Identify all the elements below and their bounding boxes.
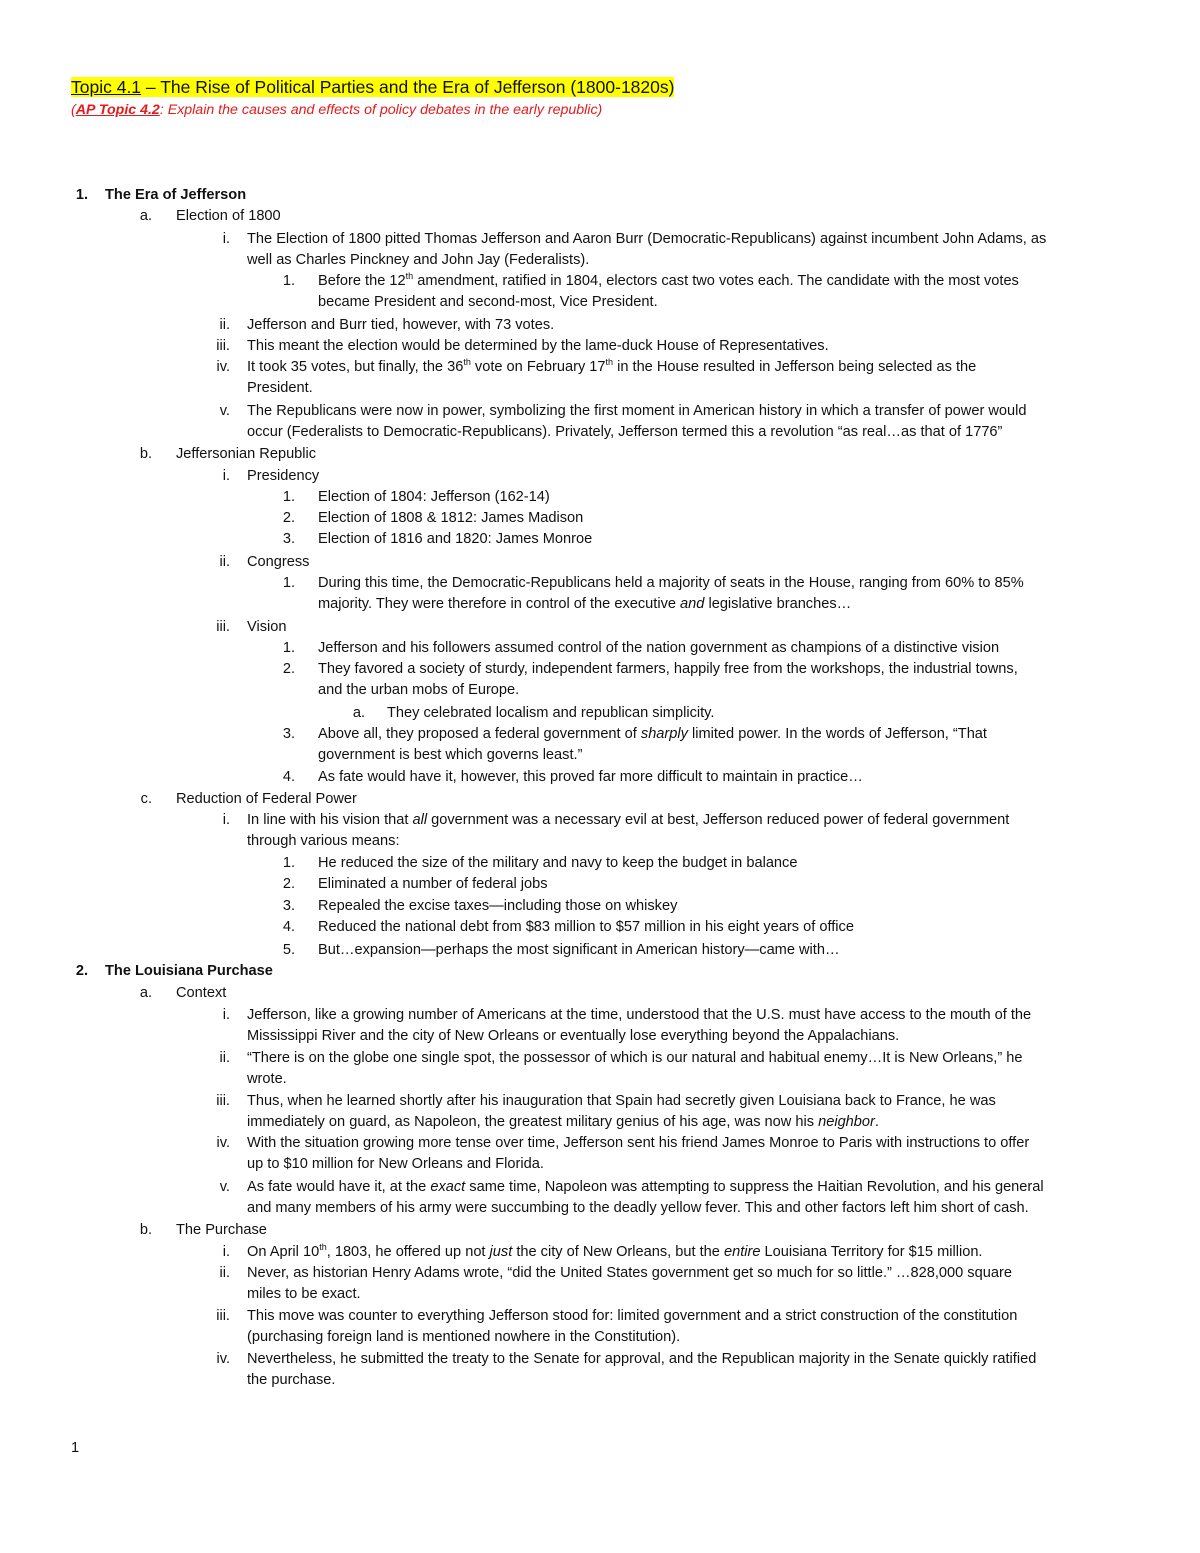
outline-line: majority. They were therefore in control of the executive and legislative branches…: [318, 596, 852, 612]
outline-line: Jefferson and his followers assumed control of the nation government as champions of a distinctive vision: [318, 640, 1000, 656]
outline-line: the purchase.: [247, 1372, 336, 1388]
list-marker: 1.: [282, 855, 295, 871]
outline-line: They favored a society of sturdy, independent farmers, happily free from the workshops, the industrial towns,: [318, 661, 1018, 677]
outline-line: Election of 1808 & 1812: James Madison: [318, 510, 584, 526]
list-marker: 1.: [282, 640, 295, 656]
list-marker: c.: [140, 791, 152, 807]
outline-line: Reduction of Federal Power: [176, 791, 357, 807]
outline-line: Mississippi River and the city of New Orleans or eventually lose everything beyond the Appalachians.: [247, 1028, 900, 1044]
outline-line: He reduced the size of the military and navy to keep the budget in balance: [318, 855, 798, 871]
outline-line: “There is on the globe one single spot, the possessor of which is our natural and habitual enemy…It is New Orleans,” he: [247, 1050, 1023, 1066]
outline-line: The Louisiana Purchase: [105, 963, 273, 979]
outline-line: Congress: [247, 554, 310, 570]
emphasis: sharply: [640, 726, 688, 742]
list-marker: iii.: [216, 338, 230, 354]
list-marker: a.: [139, 985, 152, 1001]
outline-line: through various means:: [247, 833, 400, 849]
list-marker: 5.: [282, 942, 295, 958]
list-marker: b.: [139, 1222, 152, 1238]
outline-line: President.: [247, 380, 313, 396]
outline-line: It took 35 votes, but finally, the 36th vote on February 17th in the House resulted in Jefferson being selected as the: [247, 357, 977, 375]
list-marker: v.: [219, 1179, 230, 1195]
page-subtitle: (AP Topic 4.2: Explain the causes and effects of policy debates in the early republic): [71, 102, 603, 118]
outline-line: Eliminated a number of federal jobs: [318, 876, 548, 892]
outline-line: government is best which governs least.”: [318, 747, 583, 763]
outline-line: As fate would have it, however, this proved far more difficult to maintain in practice…: [318, 769, 863, 785]
outline-line: On April 10th, 1803, he offered up not just the city of New Orleans, but the entire Louisiana Territory for $15 million.: [247, 1242, 983, 1260]
outline-line: The Era of Jefferson: [105, 187, 247, 203]
emphasis: entire: [723, 1244, 761, 1260]
ordinal-suffix: th: [319, 1242, 327, 1253]
title-text: – The Rise of Political Parties and the Era of Jefferson (1800-1820s): [141, 77, 675, 97]
outline-line: became President and second-most, Vice President.: [318, 294, 658, 310]
outline-line: But…expansion—perhaps the most significant in American history—came with…: [318, 942, 840, 958]
outline-line: Jeffersonian Republic: [176, 446, 317, 462]
list-marker: 3.: [282, 531, 295, 547]
emphasis: neighbor: [818, 1114, 875, 1130]
ap-topic-label: AP Topic 4.2: [75, 102, 160, 118]
outline-line: As fate would have it, at the exact same time, Napoleon was attempting to suppress the Haitian Revolution, and his general: [247, 1179, 1044, 1195]
list-marker: ii.: [219, 554, 230, 570]
outline-line: miles to be exact.: [247, 1286, 361, 1302]
outline-line: (purchasing foreign land is mentioned nowhere in the Constitution).: [247, 1329, 681, 1345]
outline-line: Jefferson, like a growing number of Americans at the time, understood that the U.S. must have access to the mouth of the: [247, 1007, 1032, 1023]
outline-line: Before the 12th amendment, ratified in 1804, electors cast two votes each. The candidate with the most votes: [318, 271, 1019, 289]
outline-line: The Election of 1800 pitted Thomas Jefferson and Aaron Burr (Democratic-Republicans) against incumbent John Adams, as: [247, 231, 1047, 247]
outline-line: Election of 1816 and 1820: James Monroe: [318, 531, 593, 547]
page-title: [71, 76, 674, 98]
list-marker: i.: [222, 1244, 230, 1260]
list-marker: 1.: [282, 575, 295, 591]
list-marker: 2.: [75, 963, 88, 979]
list-marker: 4.: [282, 919, 295, 935]
list-marker: ii.: [219, 317, 230, 333]
list-marker: ii.: [219, 1050, 230, 1066]
ordinal-suffix: th: [405, 271, 414, 282]
outline-line: This meant the election would be determined by the lame-duck House of Representatives.: [247, 338, 829, 354]
list-marker: b.: [139, 446, 152, 462]
outline-line: and the urban mobs of Europe.: [318, 682, 520, 698]
list-marker: i.: [222, 812, 230, 828]
list-marker: iv.: [216, 1351, 230, 1367]
outline-line: wrote.: [247, 1071, 287, 1087]
emphasis: exact: [430, 1179, 466, 1195]
list-marker: a.: [352, 705, 365, 721]
outline-line: Never, as historian Henry Adams wrote, “did the United States government get so much for so little.” …828,000 square: [247, 1265, 1012, 1281]
list-marker: 2.: [282, 661, 295, 677]
list-marker: i.: [222, 468, 230, 484]
list-marker: 2.: [282, 510, 295, 526]
outline-line: occur (Federalists to Democratic-Republicans). Privately, Jefferson termed this a revolution “as real…as that of 1776”: [247, 424, 1003, 440]
outline-line: immediately on guard, as Napoleon, the greatest military genius of his age, was now his neighbor.: [247, 1114, 879, 1130]
list-marker: 3.: [282, 726, 295, 742]
outline-line: Reduced the national debt from $83 million to $57 million in his eight years of office: [318, 919, 854, 935]
outline-line: Election of 1804: Jefferson (162-14): [318, 489, 550, 505]
topic-label: Topic 4.1: [71, 77, 142, 97]
list-marker: iii.: [216, 619, 230, 635]
outline-line: Repealed the excise taxes—including those on whiskey: [318, 898, 678, 914]
list-marker: iii.: [216, 1308, 230, 1324]
outline-line: Context: [176, 985, 227, 1001]
outline-line: Above all, they proposed a federal government of sharply limited power. In the words of Jefferson, “That: [318, 726, 987, 742]
outline-line: well as Charles Pinckney and John Jay (Federalists).: [247, 252, 590, 268]
emphasis: just: [489, 1244, 513, 1260]
emphasis: and: [680, 596, 705, 612]
outline-line: up to $10 million for New Orleans and Florida.: [247, 1156, 544, 1172]
ordinal-suffix: th: [605, 357, 614, 368]
outline-line: During this time, the Democratic-Republicans held a majority of seats in the House, ranging from 60% to 85%: [318, 575, 1024, 591]
list-marker: iv.: [216, 359, 230, 375]
outline-line: Thus, when he learned shortly after his inauguration that Spain had secretly given Louisiana back to France, he was: [247, 1093, 996, 1109]
outline-line: Jefferson and Burr tied, however, with 73 votes.: [247, 317, 555, 333]
outline-line: With the situation growing more tense over time, Jefferson sent his friend James Monroe to Paris with instructions to offer: [247, 1135, 1030, 1151]
outline-line: Nevertheless, he submitted the treaty to the Senate for approval, and the Republican majority in the Senate quickly ratified: [247, 1351, 1037, 1367]
list-marker: a.: [139, 208, 152, 224]
list-marker: 1.: [75, 187, 88, 203]
list-marker: i.: [222, 231, 230, 247]
outline-line: In line with his vision that all government was a necessary evil at best, Jefferson reduced power of federal government: [247, 812, 1010, 828]
list-marker: iv.: [216, 1135, 230, 1151]
outline-line: and many members of his army were succumbing to the deadly yellow fever. This and other factors left him short of cash.: [247, 1200, 1029, 1216]
list-marker: 3.: [282, 898, 295, 914]
list-marker: ii.: [219, 1265, 230, 1281]
list-marker: 1.: [282, 273, 295, 289]
outline-line: This move was counter to everything Jefferson stood for: limited government and a strict construction of the constitution: [247, 1308, 1018, 1324]
outline-line: Vision: [247, 619, 287, 635]
list-marker: v.: [219, 403, 230, 419]
page-number: 1: [71, 1440, 80, 1456]
ordinal-suffix: th: [463, 357, 471, 368]
outline-line: Election of 1800: [176, 208, 281, 224]
list-marker: iii.: [216, 1093, 230, 1109]
outline-line: Presidency: [247, 468, 320, 484]
outline-line: They celebrated localism and republican simplicity.: [387, 705, 715, 721]
list-marker: 2.: [282, 876, 295, 892]
outline-line: The Republicans were now in power, symbolizing the first moment in American history in which a transfer of power would: [247, 403, 1027, 419]
subtitle-text: : Explain the causes and effects of policy debates in the early republic): [159, 102, 603, 118]
emphasis: all: [412, 812, 428, 828]
outline-line: The Purchase: [176, 1222, 267, 1238]
list-marker: 1.: [282, 489, 295, 505]
list-marker: i.: [222, 1007, 230, 1023]
list-marker: 4.: [282, 769, 295, 785]
